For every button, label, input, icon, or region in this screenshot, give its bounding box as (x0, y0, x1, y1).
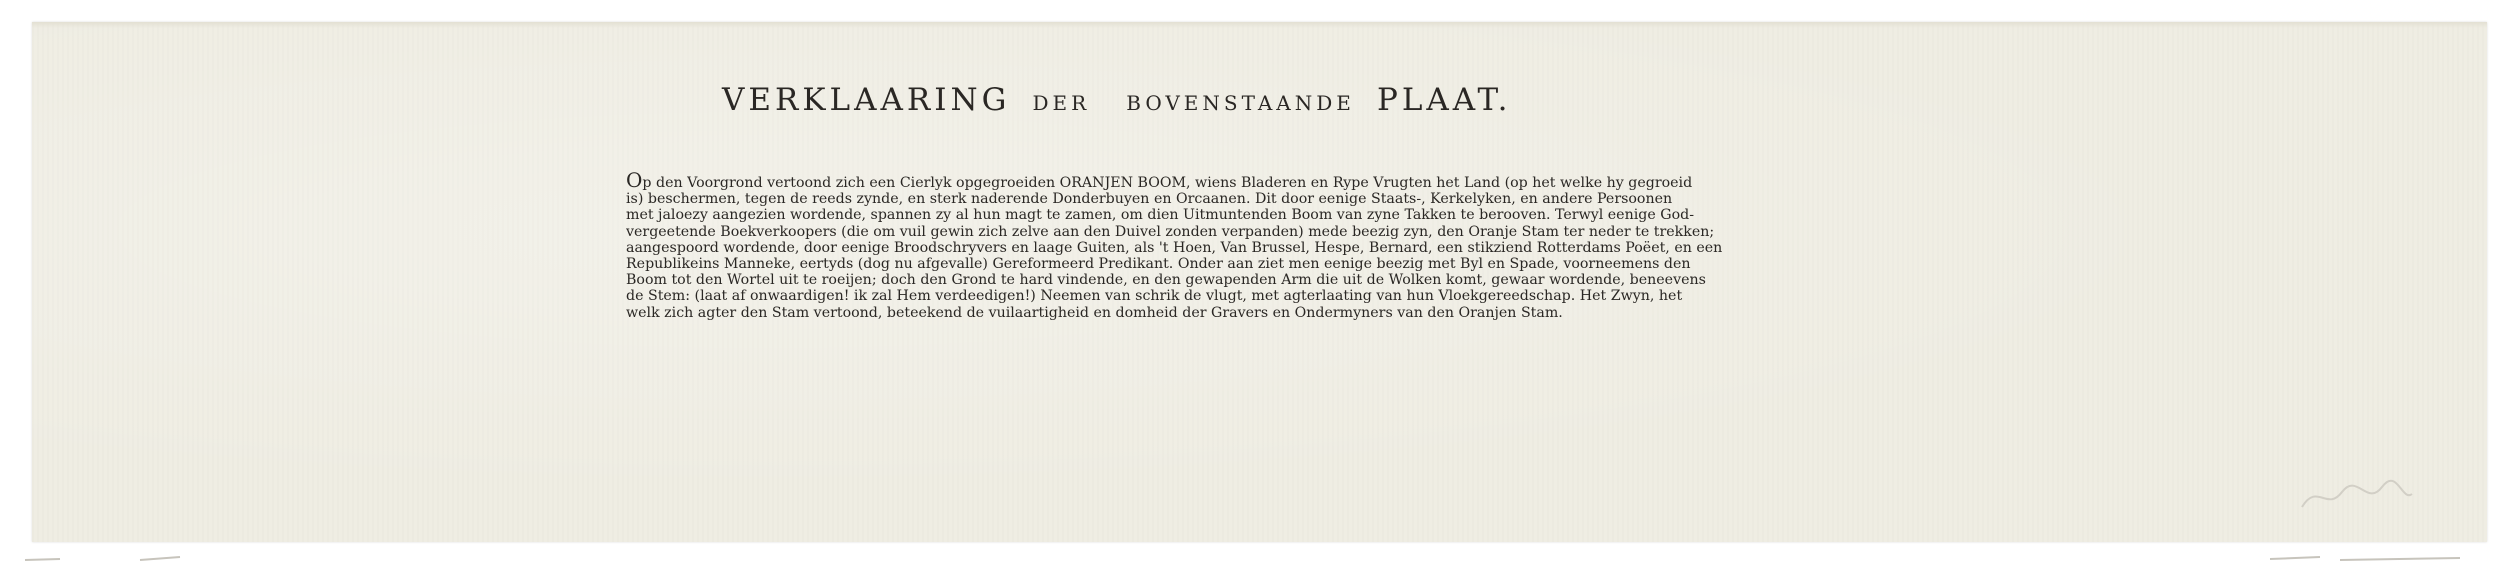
text-line: met jaloezy aangezien wordende, spannen zy al hun magt te zamen, om dien Uitmuntenden Boom van zyne Takken te berooven. Terwyl eenige God- (626, 207, 1694, 224)
text-line: vergeetende Boekverkoopers (die om vuil gewin zich zelve aan den Duivel zonden verpanden) mede beezig zyn, den Oranje Stam ter neder te trekken; (626, 223, 1715, 240)
title-word-verklaaring: VERKLAARING (722, 82, 1011, 118)
pencil-scribble (2297, 472, 2417, 522)
page-title (722, 82, 1872, 118)
text-line: welk zich agter den Stam vertoond, beteekend de vuilaartigheid en domheid der Gravers en Ondermyners van den Oranjen Stam. (626, 304, 1563, 321)
title-word-der: DER (1032, 91, 1091, 115)
text-line: is) beschermen, tegen de reeds zynde, en sterk naderende Donderbuyen en Orcaanen. Dit door eenige Staats-, Kerkelyken, en andere Persoonen (626, 191, 1673, 208)
title-word-plaat: PLAAT. (1376, 82, 1512, 118)
text-line (626, 172, 1922, 191)
paper-sheet (32, 22, 2487, 542)
text-line: aangespoord wordende, door eenige Broodschryvers en laage Guiten, als 't Hoen, Van Brussel, Hespe, Bernard, een stikziend Rotterdams Poëet, en een (626, 239, 1723, 256)
drop-cap: O (626, 172, 643, 192)
text-line: de Stem: (laat af onwaardigen! ik zal Hem verdeedigen!) Neemen van schrik de vlugt, met agterlaating van hun Vloekgereedschap. Het Zwyn, het (626, 288, 1683, 305)
body-text (626, 172, 1922, 321)
edge-mark-right (2260, 545, 2480, 565)
text-line-content: p den Voorgrond vertoond zich een Cierlyk opgegroeiden ORANJEN BOOM, wiens Bladeren en Rype Vrugten het Land (op het welke hy gegroeid (642, 175, 1693, 191)
text-line: Republikeins Manneke, eertyds (dog nu afgevalle) Gereformeerd Predikant. Onder aan ziet men eenige beezig met Byl en Spade, voorneemens den (626, 256, 1691, 273)
edge-mark-left (20, 545, 220, 565)
title-word-bovenstaande: BOVENSTAANDE (1126, 91, 1355, 115)
text-line: Boom tot den Wortel uit te roeijen; doch den Grond te hard vindende, en den gewapenden Arm die uit de Wolken komt, gewaar wordende, beneevens (626, 272, 1706, 289)
